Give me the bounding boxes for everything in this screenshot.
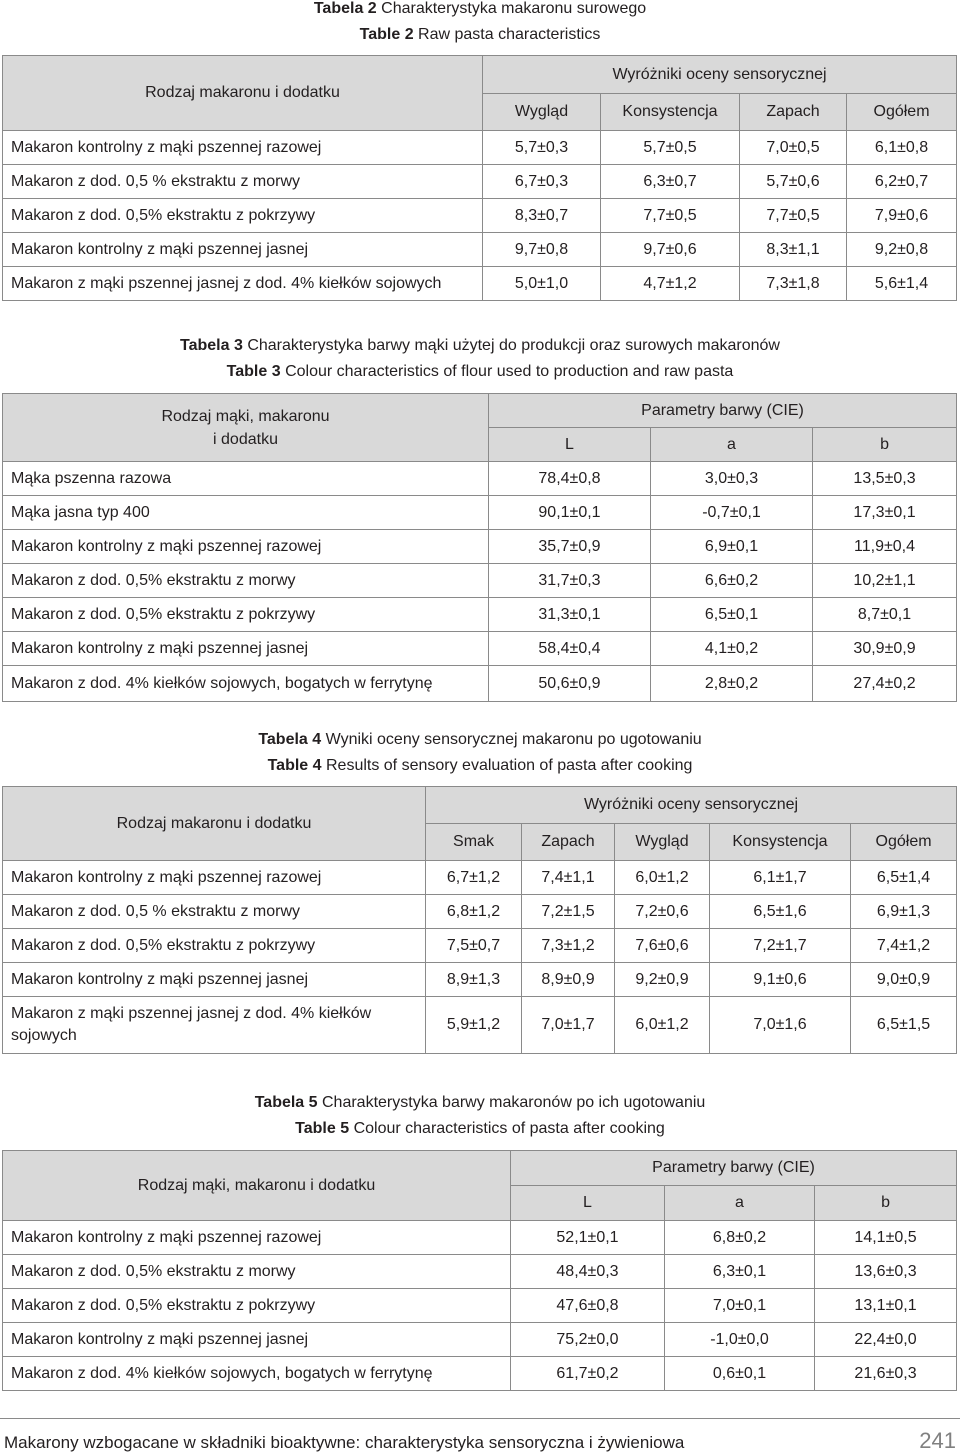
cell-value: 3,0±0,3 [651,462,813,496]
cell-value: 17,3±0,1 [813,496,957,530]
table-row [3,929,957,963]
caption-label: Table 4 [267,757,322,774]
caption-label: Tabela 2 [313,0,377,17]
cell-value: 7,3±1,2 [522,929,615,963]
table-4-caption-pl [0,727,960,753]
cell-value: 6,5±1,5 [851,997,957,1054]
cell-value: 47,6±0,8 [511,1289,665,1323]
cell-value: 22,4±0,0 [815,1323,957,1357]
table-4-caption-en [0,753,960,779]
table-3 [2,393,957,702]
cell-value: 61,7±0,2 [511,1357,665,1391]
cell-value: 7,7±0,5 [601,199,740,233]
caption-text: Colour characteristics of flour used to production and raw pasta [285,363,734,380]
table-header-row [3,1151,957,1186]
cell-value: 27,4±0,2 [813,666,957,702]
table-row [3,963,957,997]
header-cell: a [651,428,813,462]
table-5 [2,1150,957,1391]
cell-value: 21,6±0,3 [815,1357,957,1391]
cell-value: 10,2±1,1 [813,564,957,598]
header-cell: Wygląd [615,824,710,861]
cell-value: 6,7±0,3 [483,165,601,199]
cell-value: 6,3±0,1 [665,1255,815,1289]
header-cell: Smak [426,824,522,861]
caption-label: Tabela 3 [180,337,243,354]
table-header-row [3,394,957,428]
cell-value: 31,3±0,1 [489,598,651,632]
cell-value: 9,7±0,8 [483,233,601,267]
table-row [3,598,957,632]
row-label: Makaron kontrolny z mąki pszennej razowej [3,131,483,165]
cell-value: 9,2±0,9 [615,963,710,997]
cell-value: 4,7±1,2 [601,267,740,301]
caption-label: Tabela 4 [258,731,322,748]
table-row [3,496,957,530]
cell-value: 13,1±0,1 [815,1289,957,1323]
row-label: Makaron kontrolny z mąki pszennej jasnej [3,963,426,997]
header-cell: L [489,428,651,462]
footer-divider [0,1418,960,1419]
cell-value: 52,1±0,1 [511,1221,665,1255]
row-label: Makaron z dod. 0,5% ekstraktu z pokrzywy [3,598,489,632]
cell-value: 7,7±0,5 [740,199,847,233]
header-cell: Zapach [740,94,847,131]
table-3-caption-en [0,359,960,385]
table-row [3,1255,957,1289]
table-row [3,895,957,929]
cell-value: 7,4±1,2 [851,929,957,963]
table-row [3,233,957,267]
table-2-caption [0,0,960,48]
cell-value: 7,3±1,8 [740,267,847,301]
cell-value: 8,9±1,3 [426,963,522,997]
cell-value: 31,7±0,3 [489,564,651,598]
header-main-line: Rodzaj mąki, makaronu [161,407,330,425]
table-row [3,165,957,199]
header-cell: b [815,1186,957,1221]
row-label: Makaron kontrolny z mąki pszennej jasnej [3,632,489,666]
table-5-caption [0,1090,960,1142]
row-label: Makaron z dod. 0,5 % ekstraktu z morwy [3,895,426,929]
cell-value: 6,2±0,7 [847,165,957,199]
caption-text: Charakterystyka barwy makaronów po ich ugotowaniu [322,1094,706,1111]
running-title: Makarony wzbogacane w składniki bioaktywne: charakterystyka sensoryczna i żywieniowa [4,1433,685,1452]
table-4 [2,786,957,1054]
header-main: Rodzaj mąki, makaronu i dodatku [3,1151,511,1221]
cell-value: 7,2±0,6 [615,895,710,929]
cell-value: 6,5±1,4 [851,861,957,895]
header-cell: L [511,1186,665,1221]
row-label: Makaron z dod. 0,5% ekstraktu z pokrzywy [3,929,426,963]
cell-value: 13,6±0,3 [815,1255,957,1289]
cell-value: 14,1±0,5 [815,1221,957,1255]
cell-value: 7,0±0,5 [740,131,847,165]
cell-value: 7,0±1,7 [522,997,615,1054]
cell-value: 90,1±0,1 [489,496,651,530]
table-row [3,199,957,233]
cell-value: 6,3±0,7 [601,165,740,199]
header-main: Rodzaj makaronu i dodatku [3,56,483,131]
cell-value: 8,3±0,7 [483,199,601,233]
cell-value: 6,8±1,2 [426,895,522,929]
table-header-row [3,56,957,94]
cell-value: 9,7±0,6 [601,233,740,267]
cell-value: 0,6±0,1 [665,1357,815,1391]
table-3-caption-pl [0,333,960,359]
row-label: Makaron z dod. 0,5% ekstraktu z pokrzywy [3,199,483,233]
cell-value: 9,1±0,6 [710,963,851,997]
table-3-caption [0,333,960,385]
row-label: Makaron kontrolny z mąki pszennej jasnej [3,233,483,267]
table-row [3,462,957,496]
table-5-caption-pl [0,1090,960,1116]
caption-text: Raw pasta characteristics [418,26,601,43]
cell-value: 6,0±1,2 [615,861,710,895]
page-number: 241 [919,1428,956,1453]
caption-text: Charakterystyka barwy mąki użytej do produkcji oraz surowych makaronów [247,337,780,354]
row-label: Makaron kontrolny z mąki pszennej razowej [3,861,426,895]
cell-value: 35,7±0,9 [489,530,651,564]
cell-value: 5,9±1,2 [426,997,522,1054]
caption-text: Results of sensory evaluation of pasta after cooking [325,757,693,774]
cell-value: 75,2±0,0 [511,1323,665,1357]
row-label: Makaron z dod. 0,5% ekstraktu z morwy [3,1255,511,1289]
table-row [3,861,957,895]
cell-value: 6,5±1,6 [710,895,851,929]
cell-value: 13,5±0,3 [813,462,957,496]
header-cell: Wygląd [483,94,601,131]
cell-value: 6,1±0,8 [847,131,957,165]
cell-value: 8,7±0,1 [813,598,957,632]
header-cell: Ogółem [847,94,957,131]
row-label: Makaron z mąki pszennej jasnej z dod. 4% kiełków sojowych [3,997,426,1054]
table-row [3,564,957,598]
row-label: Makaron z dod. 0,5% ekstraktu z morwy [3,564,489,598]
caption-text: Wyniki oceny sensorycznej makaronu po ugotowaniu [325,731,702,748]
table-row [3,1289,957,1323]
cell-value: 5,6±1,4 [847,267,957,301]
table-row [3,530,957,564]
caption-label: Tabela 5 [254,1094,318,1111]
header-main: Rodzaj makaronu i dodatku [3,787,426,861]
cell-value: 78,4±0,8 [489,462,651,496]
row-label: Makaron z dod. 0,5% ekstraktu z pokrzywy [3,1289,511,1323]
cell-value: 5,7±0,3 [483,131,601,165]
cell-value: 8,3±1,1 [740,233,847,267]
table-row [3,131,957,165]
cell-value: 9,2±0,8 [847,233,957,267]
row-label: Mąka pszenna razowa [3,462,489,496]
table-row [3,666,957,702]
row-label: Makaron z mąki pszennej jasnej z dod. 4% kiełków sojowych [3,267,483,301]
header-cell: Konsystencja [710,824,851,861]
caption-text: Colour characteristics of pasta after cooking [353,1120,665,1137]
caption-label: Table 3 [226,363,281,380]
cell-value: 7,2±1,7 [710,929,851,963]
row-label: Makaron kontrolny z mąki pszennej razowej [3,1221,511,1255]
header-cell: Ogółem [851,824,957,861]
cell-value: 8,9±0,9 [522,963,615,997]
cell-value: -1,0±0,0 [665,1323,815,1357]
cell-value: 7,2±1,5 [522,895,615,929]
header-cell: a [665,1186,815,1221]
table-4-caption [0,727,960,779]
table-5-caption-en [0,1116,960,1142]
caption-label: Table 2 [359,26,414,43]
cell-value: 6,7±1,2 [426,861,522,895]
header-cell: b [813,428,957,462]
cell-value: 50,6±0,9 [489,666,651,702]
row-label: Makaron z dod. 4% kiełków sojowych, bogatych w ferrytynę [3,1357,511,1391]
cell-value: 7,5±0,7 [426,929,522,963]
cell-value: 48,4±0,3 [511,1255,665,1289]
caption-text: Charakterystyka makaronu surowego [381,0,647,17]
table-row [3,1357,957,1391]
cell-value: 6,9±1,3 [851,895,957,929]
cell-value: 5,7±0,5 [601,131,740,165]
table-row [3,632,957,666]
cell-value: 11,9±0,4 [813,530,957,564]
cell-value: 7,0±0,1 [665,1289,815,1323]
table-2 [2,55,957,301]
row-label: Makaron z dod. 4% kiełków sojowych, bogatych w ferrytynę [3,666,489,702]
header-cell: Konsystencja [601,94,740,131]
cell-value: 6,1±1,7 [710,861,851,895]
cell-value: 6,0±1,2 [615,997,710,1054]
cell-value: 30,9±0,9 [813,632,957,666]
row-label: Mąka jasna typ 400 [3,496,489,530]
row-label: Makaron kontrolny z mąki pszennej razowej [3,530,489,564]
cell-value: 7,9±0,6 [847,199,957,233]
cell-value: 5,7±0,6 [740,165,847,199]
table-header-row [3,787,957,824]
header-main [3,394,489,462]
cell-value: 2,8±0,2 [651,666,813,702]
cell-value: 7,6±0,6 [615,929,710,963]
table-row [3,1323,957,1357]
table-2-caption-pl [0,0,960,22]
cell-value: 9,0±0,9 [851,963,957,997]
header-group: Parametry barwy (CIE) [489,394,957,428]
row-label: Makaron kontrolny z mąki pszennej jasnej [3,1323,511,1357]
header-main-line: i dodatku [213,430,278,448]
table-row [3,997,957,1054]
cell-value: 7,0±1,6 [710,997,851,1054]
cell-value: 58,4±0,4 [489,632,651,666]
cell-value: 6,8±0,2 [665,1221,815,1255]
cell-value: 5,0±1,0 [483,267,601,301]
table-2-caption-en [0,22,960,48]
table-row [3,267,957,301]
header-group: Parametry barwy (CIE) [511,1151,957,1186]
header-group: Wyróżniki oceny sensorycznej [483,56,957,94]
cell-value: 6,9±0,1 [651,530,813,564]
table-row [3,1221,957,1255]
row-label: Makaron z dod. 0,5 % ekstraktu z morwy [3,165,483,199]
header-group: Wyróżniki oceny sensorycznej [426,787,957,824]
cell-value: 6,5±0,1 [651,598,813,632]
cell-value: 4,1±0,2 [651,632,813,666]
cell-value: 6,6±0,2 [651,564,813,598]
cell-value: -0,7±0,1 [651,496,813,530]
cell-value: 7,4±1,1 [522,861,615,895]
header-cell: Zapach [522,824,615,861]
caption-label: Table 5 [295,1120,350,1137]
